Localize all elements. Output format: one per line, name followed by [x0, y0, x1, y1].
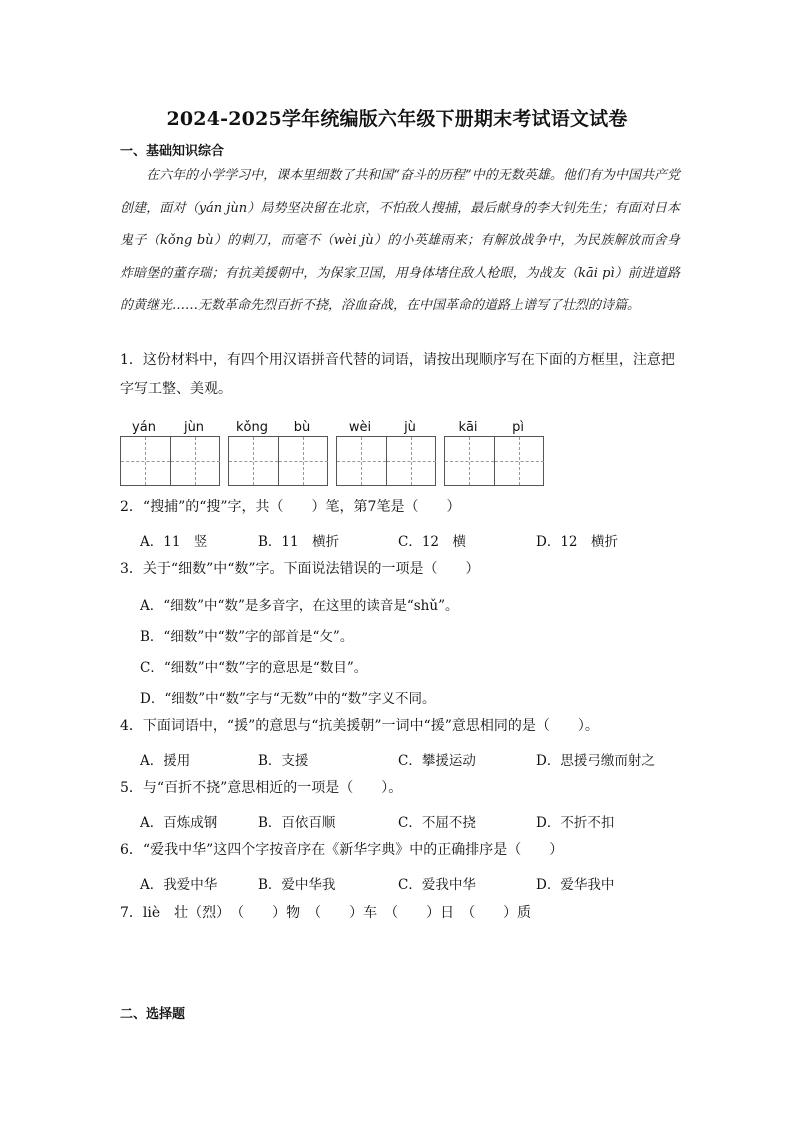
tian-grid-cell[interactable]: [445, 437, 494, 485]
option-d[interactable]: D．不折不扣: [536, 815, 615, 831]
page-title: 2024-2025学年统编版六年级下册期末考试语文试卷: [166, 108, 628, 130]
pinyin-group-2: [228, 420, 328, 486]
pinyin-group-3: [336, 420, 436, 486]
pinyin-label: pì: [512, 420, 524, 435]
question-3: 3．关于“细数”中“数”字。下面说法错误的一项是（ ）: [120, 561, 480, 577]
option-b[interactable]: B．百依百顺: [258, 815, 336, 831]
pinyin-label: kǒng: [236, 420, 268, 435]
tian-grid-cell[interactable]: [337, 437, 386, 485]
section-heading-basic-knowledge: 一、基础知识综合: [120, 144, 225, 159]
option-c[interactable]: C．12 横: [398, 534, 467, 550]
question-4: 4．下面词语中，“援”的意思与“抗美援朝”一词中“援”意思相同的是（ ）。: [120, 718, 599, 734]
pinyin-group-1: [120, 420, 220, 486]
pinyin-label: jù: [404, 420, 416, 435]
option-b[interactable]: B．11 横折: [258, 534, 340, 550]
tian-grid-cell[interactable]: [229, 437, 278, 485]
option-a[interactable]: A．百炼成钢: [140, 815, 218, 831]
writing-boxes[interactable]: [444, 436, 544, 486]
tian-grid-cell[interactable]: [386, 437, 436, 485]
option-a[interactable]: A．11 竖: [140, 534, 208, 550]
reading-passage: [120, 160, 680, 323]
pinyin-group-4: [444, 420, 544, 486]
option-c[interactable]: C．不屈不挠: [398, 815, 476, 831]
tian-grid-cell[interactable]: [121, 437, 170, 485]
pinyin-writing-grid: [120, 420, 550, 486]
tian-grid-cell[interactable]: [494, 437, 544, 485]
option-a[interactable]: A．援用: [140, 753, 191, 769]
writing-boxes[interactable]: [120, 436, 220, 486]
option-a[interactable]: A．我爱中华: [140, 877, 218, 893]
question-1: 1．这份材料中，有四个用汉语拼音代替的词语，请按出现顺序写在下面的方框里，注意把字写工整、美观。: [120, 352, 675, 397]
option-c[interactable]: C．“细数”中“数”字的意思是“数目”。: [140, 660, 368, 676]
option-b[interactable]: B．爱中华我: [258, 877, 336, 893]
pinyin-label: wèi: [348, 420, 372, 435]
tian-grid-cell[interactable]: [278, 437, 328, 485]
writing-boxes[interactable]: [228, 436, 328, 486]
option-c[interactable]: C．爱我中华: [398, 877, 476, 893]
pinyin-label: kāi: [458, 420, 478, 435]
pinyin-label: jùn: [183, 420, 205, 435]
option-d[interactable]: D．12 横折: [536, 534, 619, 550]
option-a[interactable]: A．“细数”中“数”是多音字，在这里的读音是“shǔ”。: [140, 598, 459, 614]
option-d[interactable]: D．“细数”中“数”字与“无数”中的“数”字义不同。: [140, 691, 436, 707]
question-7: 7．liè 壮（烈） （ ）物 （ ）车 （ ）日 （ ）质: [120, 905, 532, 921]
option-d[interactable]: D．思援弓缴而射之: [536, 753, 655, 769]
option-b[interactable]: B．“细数”中“数”字的部首是“攵”。: [140, 629, 354, 645]
pinyin-label: bù: [293, 420, 311, 435]
pinyin-label: yán: [132, 420, 156, 435]
section-heading-multiple-choice: 二、选择题: [120, 1007, 186, 1022]
tian-grid-cell[interactable]: [170, 437, 220, 485]
question-6: 6．“爱我中华”这四个字按音序在《新华字典》中的正确排序是（ ）: [120, 842, 564, 858]
question-2: 2．“搜捕”的“搜”字，共（ ）笔，第7笔是（ ）: [120, 499, 461, 515]
option-c[interactable]: C．攀援运动: [398, 753, 476, 769]
option-b[interactable]: B．支援: [258, 753, 309, 769]
question-5: 5．与“百折不挠”意思相近的一项是（ ）。: [120, 780, 403, 796]
option-d[interactable]: D．爱华我中: [536, 877, 615, 893]
passage-text: 在六年的小学学习中，课本里细数了共和国“奋斗的历程”中的无数英雄。他们有为中国共产党创建，面对（yán jùn）局势坚决留在北京，不怕敌人搜捕，最后献身的李大钊先生；有面对日本鬼子（kǒng bù）的刺刀，而毫不（wèi jù）的小英雄雨来；有解放战争中，为民族解放而舍身炸暗堡的董存瑞；有抗美援朝中，为保家卫国，用身体堵住敌人枪眼，为战友（kāi pì）前进道路的黄继光……无数革命先烈百折不挠，浴血奋战，在中国革命的道路上谱写了壮烈的诗篇。: [120, 168, 680, 313]
writing-boxes[interactable]: [336, 436, 436, 486]
